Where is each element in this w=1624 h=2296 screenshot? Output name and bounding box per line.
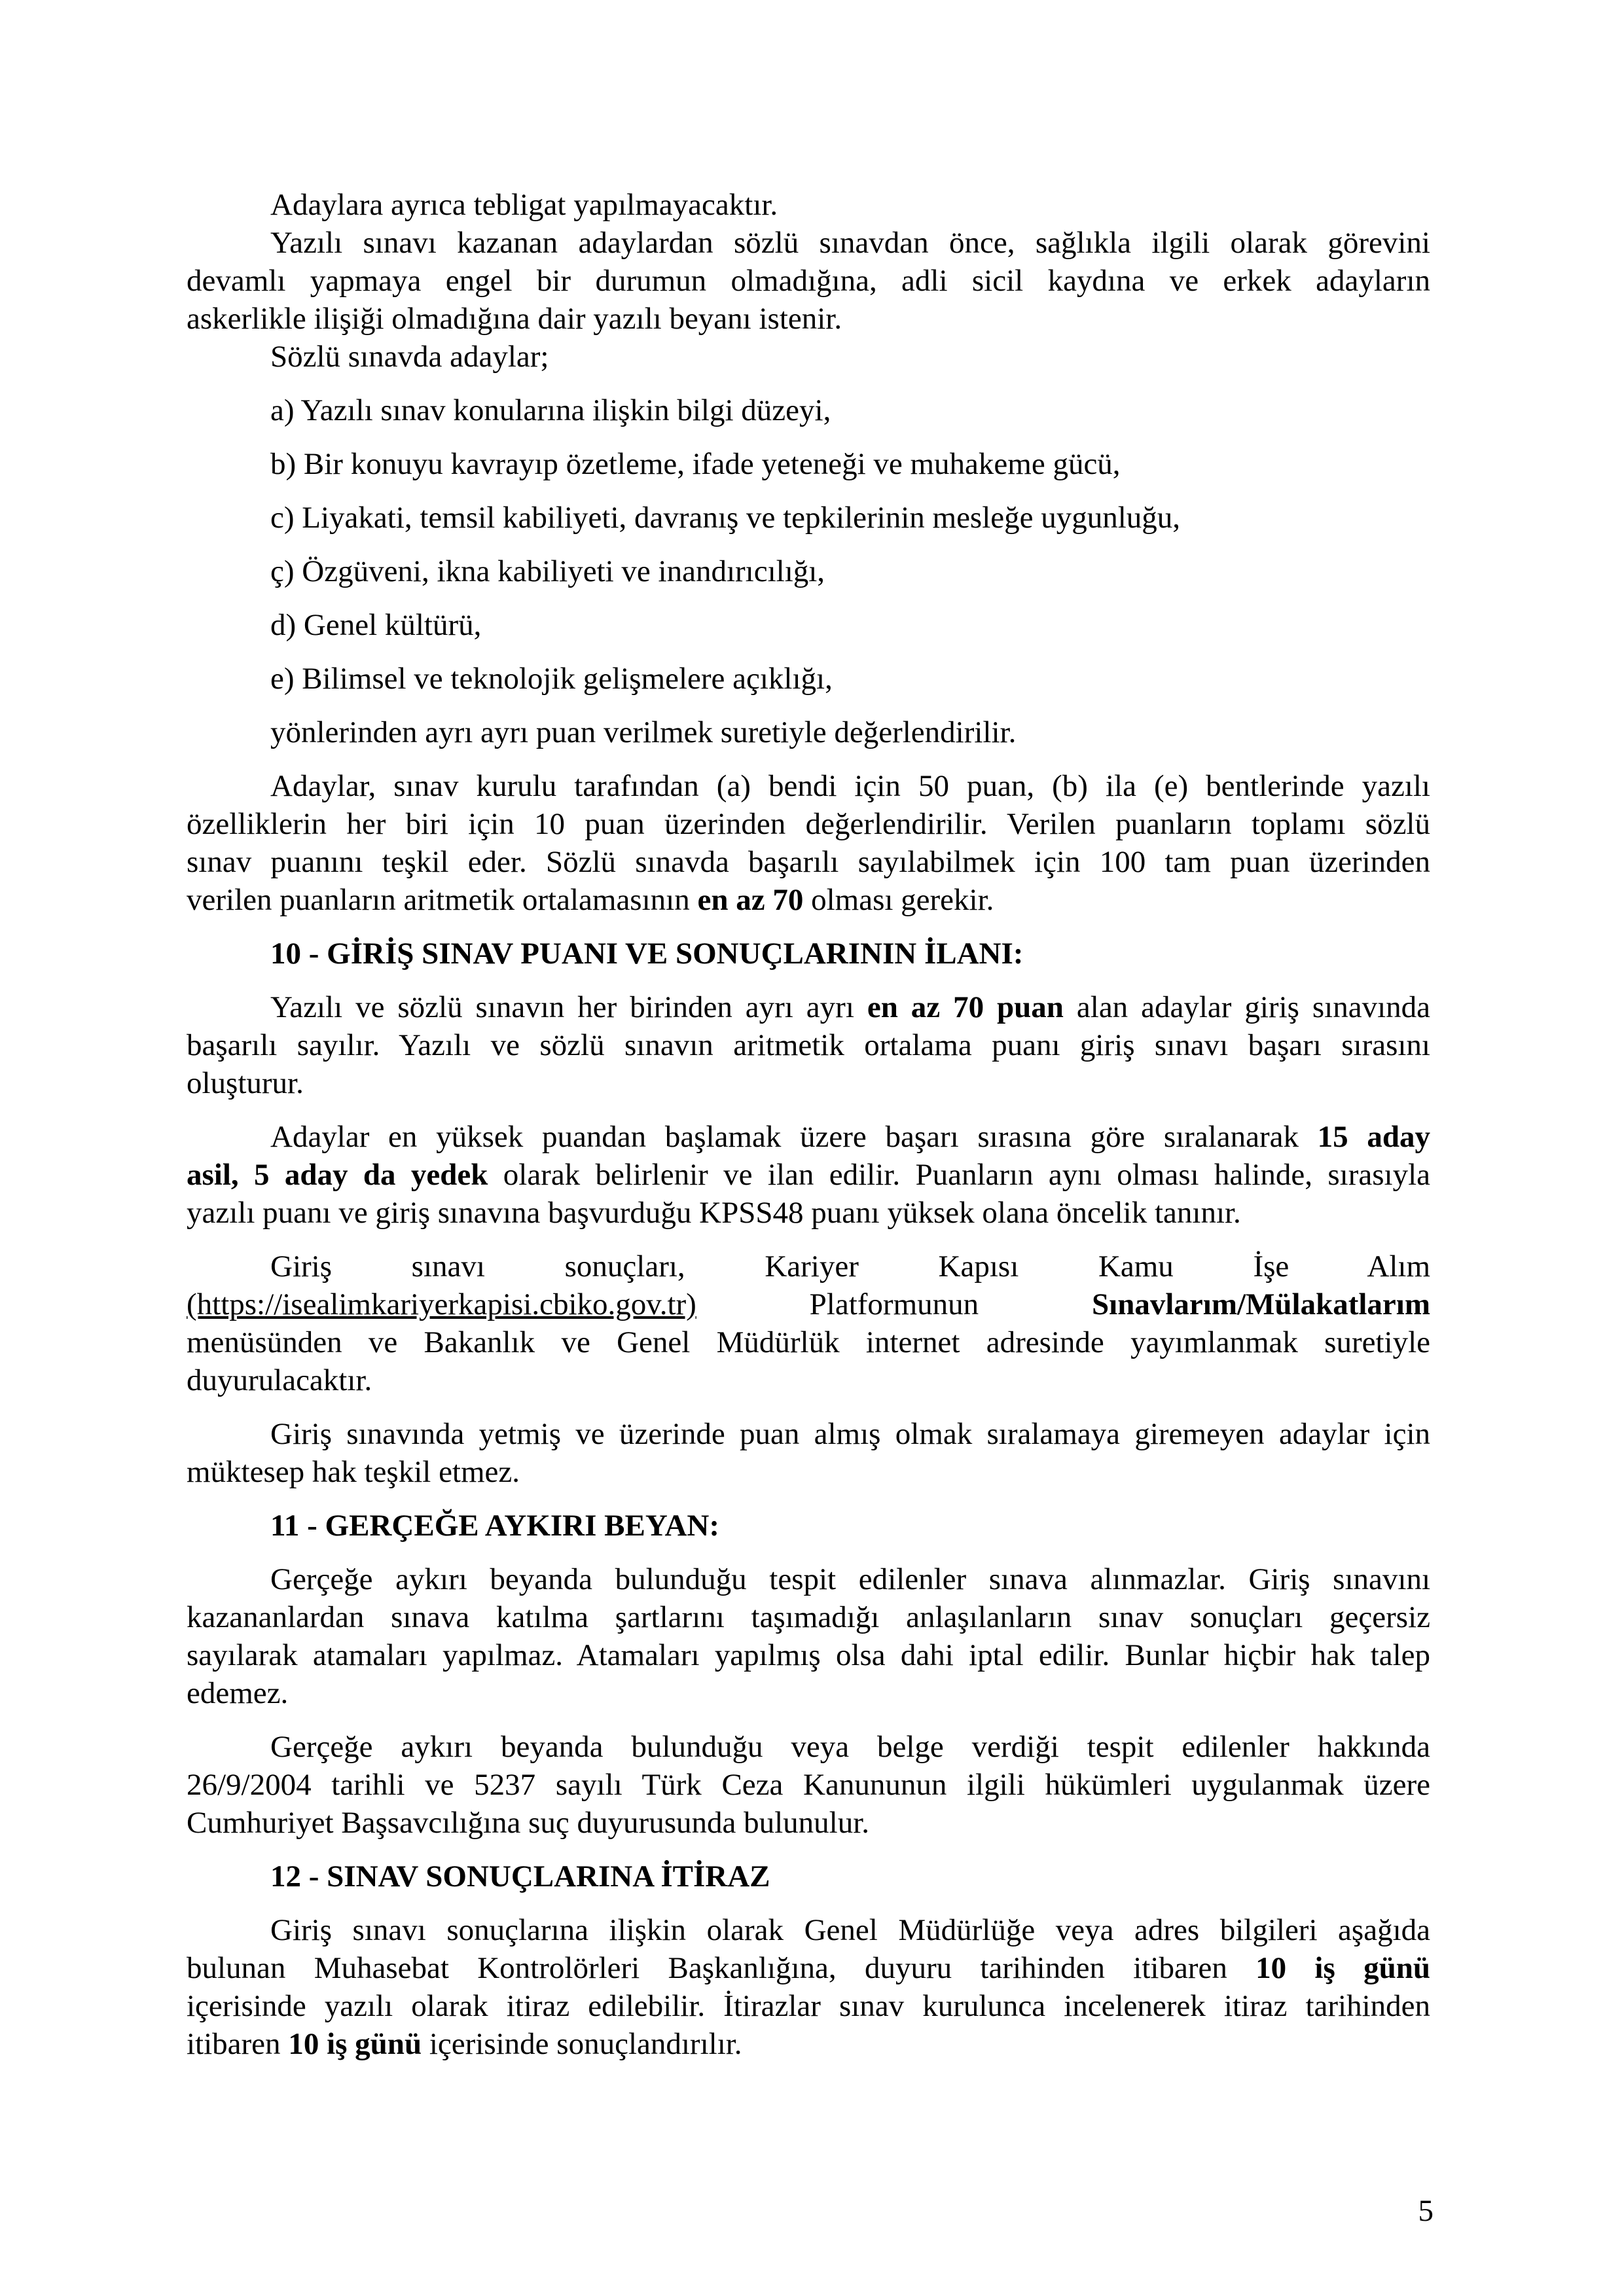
text-segment: d) Genel kültürü, — [270, 608, 482, 642]
text-segment: itibaren — [187, 2027, 289, 2061]
text-line — [187, 1766, 1430, 1804]
text-segment: olması gerekir. — [803, 883, 994, 917]
list-item — [187, 445, 1430, 483]
paragraph — [187, 186, 1430, 224]
text-segment: b) Bir konuyu kavrayıp özetleme, ifade yeteneği ve muhakeme gücü, — [270, 447, 1121, 481]
text-segment: 12 - SINAV SONUÇLARINA İTİRAZ — [270, 1859, 770, 1893]
list-item — [187, 552, 1430, 590]
text-segment: Adaylara ayrıca tebligat yapılmayacaktır. — [270, 188, 778, 222]
text-segment: Platformunun — [696, 1287, 1092, 1321]
text-line — [187, 1507, 1430, 1545]
text-line — [187, 499, 1430, 537]
career-portal-link[interactable]: (https://isealimkariyerkapisi.cbiko.gov.tr) — [187, 1287, 696, 1321]
text-segment: Gerçeğe aykırı beyanda bulunduğu tespit edilenler sınava alınmazlar. Giriş sınavını — [270, 1562, 1430, 1596]
text-segment: edemez. — [187, 1676, 289, 1710]
text-segment: 26/9/2004 tarihli ve 5237 sayılı Türk Ceza Kanununun ilgili hükümleri uygulanmak üzere — [187, 1768, 1430, 1802]
text-line — [187, 1598, 1430, 1636]
text-line — [187, 1118, 1430, 1156]
text-line — [187, 391, 1430, 429]
text-line — [187, 1361, 1430, 1399]
text-segment: müktesep hak teşkil etmez. — [187, 1455, 520, 1489]
text-line — [187, 1323, 1430, 1361]
text-segment: Gerçeğe aykırı beyanda bulunduğu veya belge verdiği tespit edilenler hakkında — [270, 1730, 1430, 1764]
text-segment: ç) Özgüveni, ikna kabiliyeti ve inandırıcılığı, — [270, 554, 825, 588]
text-segment: Sözlü sınavda adaylar; — [270, 340, 549, 374]
text-segment: c) Liyakati, temsil kabiliyeti, davranış ve tepkilerinin mesleğe uygunluğu, — [270, 501, 1181, 535]
paragraph — [187, 1560, 1430, 1712]
list-item — [187, 660, 1430, 698]
text-line — [187, 1194, 1430, 1232]
text-segment: sayılarak atamaları yapılmaz. Atamaları yapılmış olsa dahi iptal edilir. Bunlar hiçbir hak talep — [187, 1638, 1430, 1672]
text-segment: yönlerinden ayrı ayrı puan verilmek suretiyle değerlendirilir. — [270, 715, 1017, 749]
text-line — [187, 1911, 1430, 1949]
text-line — [187, 660, 1430, 698]
text-segment: verilen puanların aritmetik ortalamasının — [187, 883, 698, 917]
text-segment: Giriş sınavında yetmiş ve üzerinde puan almış olmak sıralamaya giremeyen adaylar için — [270, 1417, 1430, 1451]
text-line — [187, 713, 1430, 751]
paragraph — [187, 1415, 1430, 1491]
text-line — [187, 262, 1430, 300]
text-segment: olarak belirlenir ve ilan edilir. Puanların aynı olması halinde, sırasıyla — [488, 1158, 1430, 1192]
text-line — [187, 1156, 1430, 1194]
text-line — [187, 988, 1430, 1026]
list-item — [187, 391, 1430, 429]
paragraph — [187, 1911, 1430, 2063]
text-segment: Adaylar, sınav kurulu tarafından (a) bendi için 50 puan, (b) ila (e) bentlerinde yazılı — [270, 769, 1430, 803]
text-line — [187, 186, 1430, 224]
text-line — [187, 1804, 1430, 1842]
text-line — [187, 805, 1430, 843]
text-segment: a) Yazılı sınav konularına ilişkin bilgi düzeyi, — [270, 393, 831, 427]
bold-text: asil, 5 aday da yedek — [187, 1158, 488, 1192]
text-line — [187, 552, 1430, 590]
text-line — [187, 881, 1430, 919]
text-segment: kazananlardan sınava katılma şartlarını taşımadığı anlaşılanların sınav sonuçları geçersiz — [187, 1600, 1430, 1634]
text-segment: 11 - GERÇEĞE AYKIRI BEYAN: — [270, 1509, 720, 1543]
text-segment: bulunan Muhasebat Kontrolörleri Başkanlığına, duyuru tarihinden itibaren — [187, 1951, 1256, 1985]
text-line — [187, 1026, 1430, 1064]
document-content — [187, 186, 1430, 2063]
text-segment: Giriş sınavı sonuçlarına ilişkin olarak Genel Müdürlüğe veya adres bilgileri aşağıda — [270, 1913, 1430, 1947]
text-segment: içerisinde sonuçlandırılır. — [422, 2027, 742, 2061]
text-line — [187, 1064, 1430, 1102]
text-line — [187, 1728, 1430, 1766]
text-segment: özelliklerin her biri için 10 puan üzerinden değerlendirilir. Verilen puanların toplamı sözlü — [187, 807, 1430, 841]
paragraph — [187, 1247, 1430, 1399]
text-segment: alan adaylar giriş sınavında — [1063, 990, 1430, 1024]
text-segment: Adaylar en yüksek puandan başlamak üzere başarı sırasına göre sıralanarak — [270, 1120, 1318, 1154]
paragraph — [187, 713, 1430, 751]
text-segment: Cumhuriyet Başsavcılığına suç duyurusunda bulunulur. — [187, 1806, 870, 1840]
paragraph — [187, 1728, 1430, 1842]
text-segment: Yazılı ve sözlü sınavın her birinden ayrı ayrı — [270, 990, 867, 1024]
text-line — [187, 2025, 1430, 2063]
section-heading — [187, 1507, 1430, 1545]
text-line — [187, 767, 1430, 805]
bold-text: Sınavlarım/Mülakatlarım — [1092, 1287, 1430, 1321]
text-segment: Giriş sınavı sonuçları, Kariyer Kapısı Kamu İşe Alım — [270, 1249, 1430, 1283]
text-line — [187, 935, 1430, 973]
text-line — [187, 1247, 1430, 1285]
text-line — [187, 1674, 1430, 1712]
text-segment: e) Bilimsel ve teknolojik gelişmelere açıklığı, — [270, 662, 833, 696]
text-segment: 10 - GİRİŞ SINAV PUANI VE SONUÇLARININ İLANI: — [270, 937, 1024, 971]
text-segment: oluşturur. — [187, 1066, 304, 1100]
text-segment: devamlı yapmaya engel bir durumun olmadığına, adli sicil kaydına ve erkek adayların — [187, 264, 1430, 298]
paragraph — [187, 338, 1430, 376]
text-line — [187, 1949, 1430, 1987]
paragraph — [187, 224, 1430, 338]
text-line — [187, 445, 1430, 483]
text-line — [187, 1857, 1430, 1895]
text-line — [187, 1285, 1430, 1323]
bold-text: 10 iş günü — [288, 2027, 422, 2061]
text-segment: sınav puanını teşkil eder. Sözlü sınavda başarılı sayılabilmek için 100 tam puan üzerinden — [187, 845, 1430, 879]
bold-text: 15 aday — [1317, 1120, 1430, 1154]
text-segment: menüsünden ve Bakanlık ve Genel Müdürlük internet adresinde yayımlanmak suretiyle — [187, 1325, 1430, 1359]
text-line — [187, 843, 1430, 881]
text-line — [187, 1560, 1430, 1598]
section-heading — [187, 1857, 1430, 1895]
paragraph — [187, 1118, 1430, 1232]
page-number: 5 — [1418, 2194, 1434, 2228]
text-line — [187, 1415, 1430, 1453]
bold-text: 10 iş günü — [1255, 1951, 1430, 1985]
text-line — [187, 1987, 1430, 2025]
text-segment: duyurulacaktır. — [187, 1363, 372, 1397]
text-line — [187, 224, 1430, 262]
text-segment: askerlikle ilişiği olmadığına dair yazılı beyanı istenir. — [187, 302, 842, 336]
section-heading — [187, 935, 1430, 973]
paragraph — [187, 767, 1430, 919]
list-item — [187, 606, 1430, 644]
text-segment: başarılı sayılır. Yazılı ve sözlü sınavın aritmetik ortalama puanı giriş sınavı başarı sırasını — [187, 1028, 1430, 1062]
paragraph — [187, 988, 1430, 1102]
text-line — [187, 300, 1430, 338]
bold-text: en az 70 puan — [867, 990, 1064, 1024]
text-line — [187, 1453, 1430, 1491]
text-segment: içerisinde yazılı olarak itiraz edilebilir. İtirazlar sınav kurulunca incelenerek itiraz tarihinden — [187, 1989, 1430, 2023]
text-line — [187, 338, 1430, 376]
text-line — [187, 606, 1430, 644]
bold-text: en az 70 — [697, 883, 804, 917]
text-line — [187, 1636, 1430, 1674]
list-item — [187, 499, 1430, 537]
text-segment: yazılı puanı ve giriş sınavına başvurduğu KPSS48 puanı yüksek olana öncelik tanınır. — [187, 1196, 1241, 1230]
text-segment: Yazılı sınavı kazanan adaylardan sözlü sınavdan önce, sağlıkla ilgili olarak görevini — [270, 226, 1430, 260]
